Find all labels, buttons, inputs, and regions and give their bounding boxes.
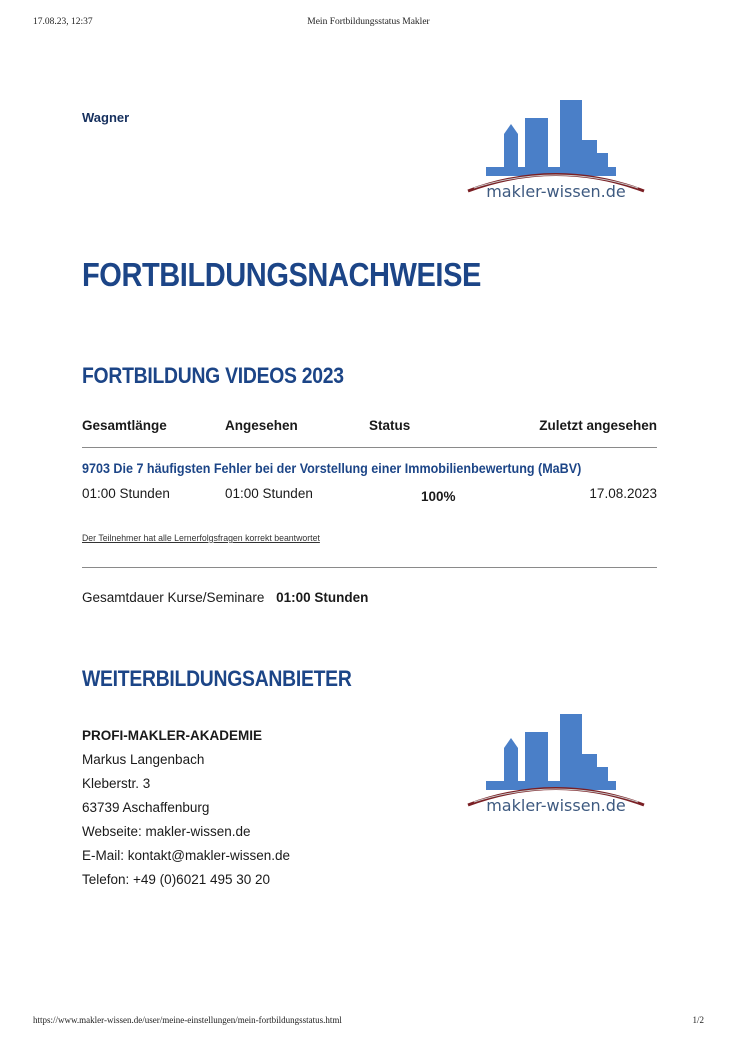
- print-url: https://www.makler-wissen.de/user/meine-einstellungen/mein-fortbildungsstatus.html: [33, 1015, 342, 1025]
- divider: [82, 447, 657, 448]
- user-name: Wagner: [82, 110, 130, 125]
- provider-city: 63739 Aschaffenburg: [82, 800, 210, 815]
- provider-street: Kleberstr. 3: [82, 776, 151, 791]
- total-duration-value: 01:00 Stunden: [276, 590, 369, 605]
- logo-building-tall: [560, 714, 582, 788]
- column-header-total-length: Gesamtlänge: [82, 418, 167, 433]
- column-header-watched: Angesehen: [225, 418, 298, 433]
- course-last-viewed: 17.08.2023: [589, 486, 657, 501]
- course-total-length: 01:00 Stunden: [82, 486, 170, 501]
- provider-contact-person: Markus Langenbach: [82, 752, 205, 767]
- logo-text: makler-wissen.de: [486, 796, 626, 815]
- makler-wissen-logo: [466, 96, 646, 201]
- provider-website: Webseite: makler-wissen.de: [82, 824, 251, 839]
- provider-section-heading: WEITERBILDUNGSANBIETER: [82, 666, 352, 691]
- provider-details: [82, 724, 290, 892]
- course-row: [82, 486, 657, 504]
- logo-building-tower: [504, 738, 518, 788]
- videos-section-heading: FORTBILDUNG VIDEOS 2023: [82, 363, 344, 388]
- logo-building-tall: [560, 100, 582, 174]
- course-note: Der Teilnehmer hat alle Lernerfolgsfragen korrekt beantwortet: [82, 533, 320, 544]
- provider-organization: PROFI-MAKLER-AKADEMIE: [82, 728, 262, 743]
- course-status: 100%: [421, 489, 456, 504]
- total-duration-label: Gesamtdauer Kurse/Seminare: [82, 590, 265, 605]
- logo-building-mid: [525, 732, 548, 788]
- course-title: 9703 Die 7 häufigsten Fehler bei der Vorstellung einer Immobilienbewertung (MaBV): [82, 461, 582, 476]
- provider-email: E-Mail: kontakt@makler-wissen.de: [82, 848, 291, 863]
- logo-text: makler-wissen.de: [486, 182, 626, 201]
- page-heading: FORTBILDUNGSNACHWEISE: [82, 256, 481, 293]
- provider-phone: Telefon: +49 (0)6021 495 30 20: [82, 872, 271, 887]
- total-duration: [82, 590, 368, 605]
- logo-building-tower: [504, 124, 518, 174]
- print-page-number: 1/2: [692, 1015, 704, 1025]
- makler-wissen-logo: [466, 710, 646, 815]
- column-header-status: Status: [369, 418, 411, 433]
- column-header-last-viewed: Zuletzt angesehen: [539, 418, 657, 433]
- print-page-title: Mein Fortbildungsstatus Makler: [307, 17, 430, 27]
- print-datetime: 17.08.23, 12:37: [33, 17, 93, 27]
- divider: [82, 567, 657, 568]
- course-watched: 01:00 Stunden: [225, 486, 313, 501]
- course-table-header: [82, 418, 657, 436]
- logo-building-mid: [525, 118, 548, 174]
